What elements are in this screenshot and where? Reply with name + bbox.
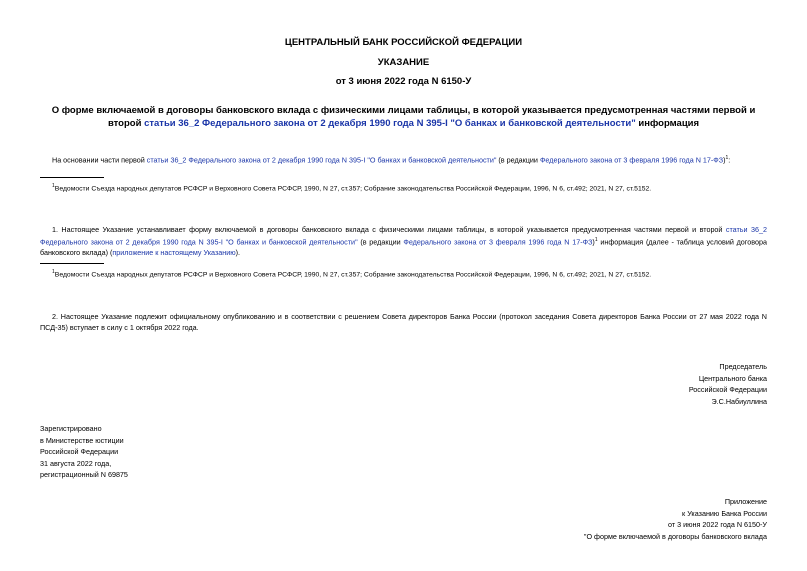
amendment-law-link[interactable]: Федерального закона от 3 февраля 1996 года N 17-ФЗ <box>403 237 593 247</box>
preamble-text: : <box>728 155 731 165</box>
subject-text: О форме включаемой в договоры банковского вклада с физическими лицами таблицы, в которой указывается предусмотренная частями первой и второй <box>51 105 756 129</box>
law-article-link[interactable]: статьи 36_2 Федерального закона от 2 декабря 1990 года N 395-I "О банках и банковской деятельности" <box>40 225 767 247</box>
appendix-header <box>584 496 767 542</box>
footnote-marker: 1 <box>725 155 729 161</box>
doc-date-number: от 3 июня 2022 года N 6150-У <box>335 76 472 87</box>
subject-text-end: информация <box>635 118 700 129</box>
clause-text: 1. Настоящее Указание устанавливает форму включаемой в договоры банковского вклада с физическими лицами таблицы, в которой указывается предусмотренная частями первой и второй <box>52 225 726 234</box>
appendix-line: Приложение <box>724 497 767 506</box>
footnote-number: 1 <box>52 269 55 275</box>
preamble-paragraph <box>40 153 767 165</box>
signer-position: Центрального банка <box>698 373 767 383</box>
appendix-line: от 3 июня 2022 года N 6150-У <box>668 520 767 529</box>
signature-block <box>689 361 767 407</box>
preamble-text: На основании части первой <box>52 155 147 165</box>
signer-position: Российской Федерации <box>688 385 767 394</box>
clause-2-paragraph: 2. Настоящее Указание подлежит официальному опубликованию и в соответствии с решением Совета директоров Банка России (протокол заседания Совета директоров Банка России от 27 мая 2022 года N ПСД-35) вступает в силу с 1 октября 2022 года. <box>40 312 767 332</box>
doc-type: УКАЗАНИЕ <box>377 57 430 68</box>
registration-line: Российской Федерации <box>40 447 119 456</box>
footnote-text: Ведомости Съезда народных депутатов РСФСР и Верховного Совета РСФСР, 1990, N 27, ст.357; Собрание законодательства Российской Федерации, 1996, N 6, ст.492; 2021, N 27, ст.5152. <box>54 185 652 193</box>
footnote-text: Ведомости Съезда народных депутатов РСФСР и Верховного Совета РСФСР, 1990, N 27, ст.357; Собрание законодательства Российской Федерации, 1996, N 6, ст.492; 2021, N 27, ст.5152. <box>54 271 652 279</box>
registration-block <box>40 423 128 481</box>
footnote-divider <box>40 263 104 264</box>
law-article-link[interactable]: статьи 36_2 Федерального закона от 2 декабря 1990 года N 395-I "О банках и банковской деятельности" <box>146 155 497 165</box>
signer-position: Председатель <box>719 362 767 371</box>
amendment-law-link[interactable]: Федерального закона от 3 февраля 1996 года N 17-ФЗ <box>539 155 724 165</box>
appendix-link[interactable]: приложение к настоящему Указанию <box>112 248 236 258</box>
subject-law-link[interactable]: статьи 36_2 Федерального закона от 2 декабря 1990 года N 395-I "О банках и банковской деятельности" <box>144 118 636 129</box>
org-title: ЦЕНТРАЛЬНЫЙ БАНК РОССИЙСКОЙ ФЕДЕРАЦИИ <box>284 37 523 48</box>
preamble-text: (в редакции <box>496 155 540 165</box>
footnote-number: 1 <box>52 183 55 189</box>
preamble-text: ) <box>723 155 726 165</box>
footnote <box>52 181 651 194</box>
appendix-line: "О форме включаемой в договоры банковского вклада <box>583 531 767 541</box>
registration-line: Зарегистрировано <box>40 424 102 433</box>
doc-subject <box>40 104 767 130</box>
registration-number: регистрационный N 69875 <box>40 470 128 479</box>
clause-text: ) <box>592 237 595 247</box>
clause-text: информация (далее - таблица условий договора банковского вклада) ( <box>40 237 767 258</box>
footnote <box>52 267 651 280</box>
appendix-line: к Указанию Банка России <box>682 508 767 518</box>
registration-line: в Министерстве юстиции <box>40 435 124 445</box>
clause-1-paragraph <box>40 224 767 258</box>
signer-name: Э.С.Набиуллина <box>711 396 767 406</box>
footnote-divider <box>40 177 104 178</box>
clause-text: ). <box>235 248 241 258</box>
registration-date: 31 августа 2022 года, <box>40 458 112 468</box>
clause-text: (в редакции <box>357 237 404 247</box>
footnote-marker: 1 <box>594 237 598 243</box>
